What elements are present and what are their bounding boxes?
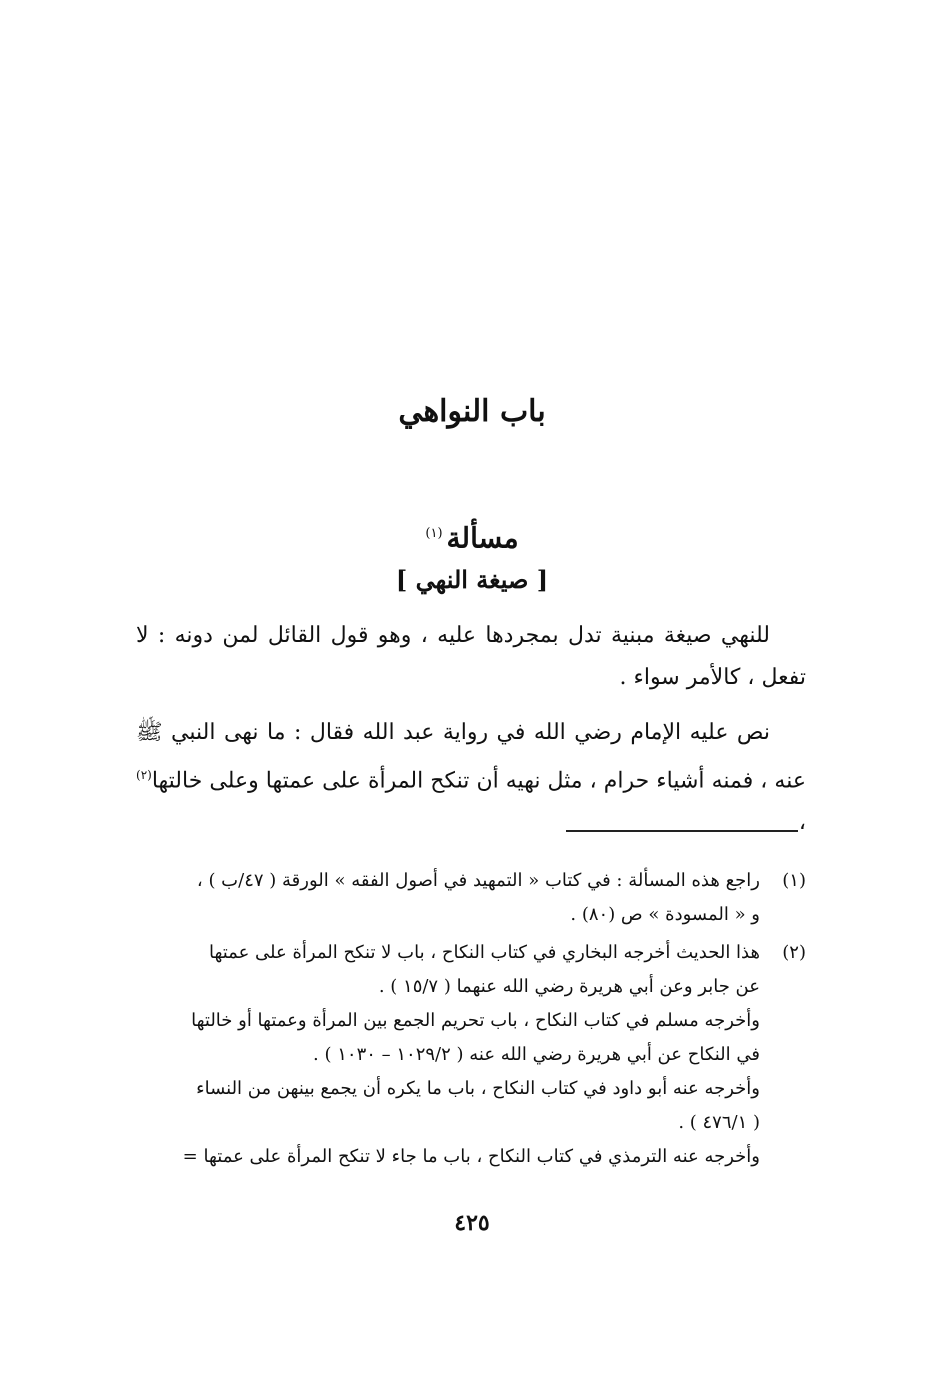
body-paragraph-1: للنهي صيغة مبنية تدل بمجردها عليه ، وهو قول القائل لمن دونه : لا تفعل ، كالأمر سواء .: [136, 623, 806, 690]
footnote-1: [136, 864, 806, 932]
footnote-line: و « المسودة » ص (٨٠) .: [570, 904, 760, 925]
footnote-text: [136, 936, 760, 1174]
footnote-text: [136, 864, 760, 932]
footnote-separator: [566, 830, 798, 832]
footnote-ref-1[interactable]: (١): [425, 526, 443, 541]
footnote-2: [136, 936, 806, 1174]
masala-subtitle: [ صيغة النهي ]: [395, 565, 549, 594]
footnote-line: ( ٤٧٦/١ ) .: [678, 1112, 760, 1133]
footnote-line: هذا الحديث أخرجه البخاري في كتاب النكاح ، باب لا تنكح المرأة على عمتها: [208, 942, 760, 963]
footnote-line: في النكاح عن أبي هريرة رضي الله عنه ( ١٠٢٩/٢ – ١٠٣٠ ) .: [313, 1044, 760, 1065]
footnote-line: عن جابر وعن أبي هريرة رضي الله عنهما ( ١٥/٧ ) .: [378, 976, 760, 997]
footnote-line: وأخرجه عنه الترمذي في كتاب النكاح ، باب ما جاء لا تنكح المرأة على عمتها =: [182, 1146, 760, 1167]
body-paragraph-2-tail: ،: [798, 810, 806, 836]
footnotes-section: [136, 864, 806, 1178]
footnote-line: وأخرجه عنه أبو داود في كتاب النكاح ، باب ما يكره أن يجمع بينهن من النساء: [196, 1078, 760, 1099]
footnote-ref-2[interactable]: (٢): [136, 768, 152, 782]
page-number: ٤٢٥: [454, 1210, 490, 1236]
footnote-number: (٢): [782, 942, 806, 963]
footnote-number: (١): [782, 870, 806, 891]
footnote-line: راجع هذه المسألة : في كتاب « التمهيد في أصول الفقه » الورقة ( ٤٧/ب ) ،: [196, 870, 760, 891]
chapter-title: باب النواهي: [398, 394, 546, 429]
body-paragraph-2: [136, 712, 806, 844]
masala-title: مسألة: [446, 521, 519, 555]
body-paragraph-2-text: نص عليه الإمام رضي الله في رواية عبد الله فقال : ما نهى النبي ﷺ عنه ، فمنه أشياء حرام ، مثل نهيه أن تنكح المرأة على عمتها وعلى خالتها: [136, 720, 806, 794]
footnote-line: وأخرجه مسلم في كتاب النكاح ، باب تحريم الجمع بين المرأة وعمتها أو خالتها: [191, 1010, 760, 1031]
masala-heading: [0, 514, 944, 558]
